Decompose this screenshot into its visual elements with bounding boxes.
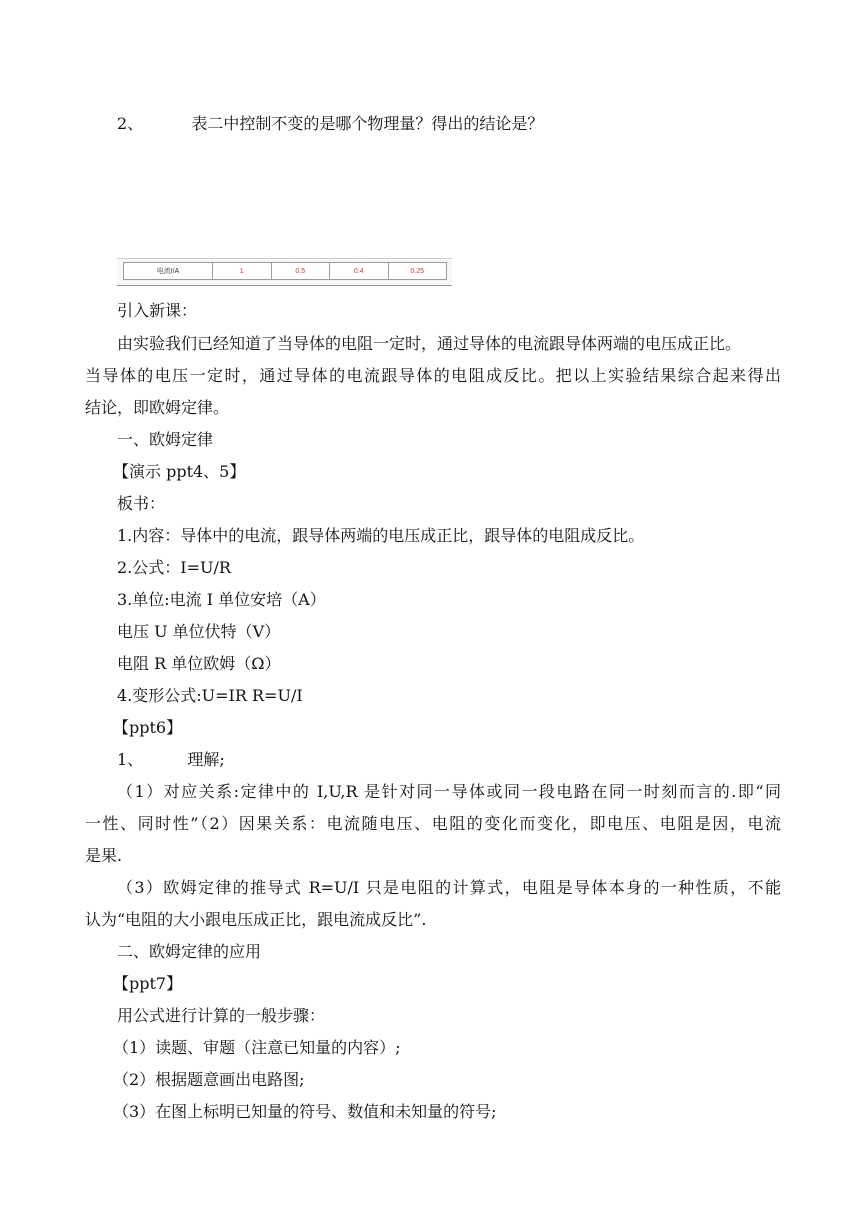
table-cell: 1 bbox=[213, 263, 272, 280]
demo-ppt4-5: 【演示 ppt4、5】 bbox=[113, 462, 246, 481]
table-header-cell: 电流I/A bbox=[124, 263, 213, 280]
intro-paragraph-line-1: 由实验我们已经知道了当导体的电阻一定时，通过导体的电流跟导体两端的电压成正比。 bbox=[117, 334, 742, 353]
paragraph-1-line-1: （1）对应关系:定律中的 I,U,R 是针对同一导体或同一段电路在同一时刻而言的.即“同 bbox=[117, 782, 781, 801]
paragraph-3-line-2: 认为“电阻的大小跟电压成正比，跟电流成反比”. bbox=[85, 910, 427, 929]
table-cell: 0.5 bbox=[271, 263, 330, 280]
board-label: 板书： bbox=[117, 494, 166, 513]
question-2-text: 表二中控制不变的是哪个物理量？得出的结论是？ bbox=[191, 114, 544, 133]
table-cell: 0.25 bbox=[388, 263, 447, 280]
table-snippet-image bbox=[117, 258, 452, 286]
intro-paragraph-line-3: 结论，即欧姆定律。 bbox=[85, 398, 230, 417]
demo-ppt6: 【ppt6】 bbox=[113, 718, 183, 737]
item-units-resistance: 电阻 R 单位欧姆（Ω） bbox=[117, 654, 281, 673]
step-1: （1）读题、审题（注意已知量的内容）; bbox=[113, 1038, 401, 1057]
item-units-voltage: 电压 U 单位伏特（V） bbox=[117, 622, 281, 641]
paragraph-3-line-1: （3）欧姆定律的推导式 R=U/I 只是电阻的计算式，电阻是导体本身的一种性质，不能 bbox=[117, 878, 781, 897]
current-table-row bbox=[123, 262, 447, 280]
item-units-current: 3.单位:电流 I 单位安培（A） bbox=[117, 590, 326, 609]
table-cell: 0.4 bbox=[330, 263, 389, 280]
intro-paragraph-line-2: 当导体的电压一定时，通过导体的电流跟导体的电阻成反比。把以上实验结果综合起来得出 bbox=[85, 366, 781, 385]
step-2: （2）根据题意画出电路图; bbox=[113, 1070, 305, 1089]
question-2-number: 2、 bbox=[117, 114, 144, 133]
understanding-text: 理解; bbox=[187, 750, 225, 769]
step-3: （3）在图上标明已知量的符号、数值和未知量的符号; bbox=[113, 1102, 497, 1121]
intro-label: 引入新课： bbox=[117, 301, 198, 320]
section-heading-ohms-law: 一、欧姆定律 bbox=[117, 430, 214, 449]
section-heading-application: 二、欧姆定律的应用 bbox=[117, 942, 262, 961]
demo-ppt7: 【ppt7】 bbox=[113, 974, 183, 993]
understanding-heading bbox=[117, 750, 787, 770]
paragraph-1-line-3: 是果. bbox=[85, 846, 123, 865]
steps-label: 用公式进行计算的一般步骤： bbox=[117, 1006, 326, 1025]
item-content: 1.内容：导体中的电流，跟导体两端的电压成正比，跟导体的电阻成反比。 bbox=[117, 526, 645, 545]
question-2 bbox=[117, 114, 787, 134]
item-formula: 2.公式：I=U/R bbox=[117, 558, 231, 577]
understanding-number: 1、 bbox=[117, 750, 144, 769]
item-derived-formula: 4.变形公式:U=IR R=U/I bbox=[117, 686, 303, 705]
paragraph-1-line-2: 一性、同时性”（2）因果关系：电流随电压、电阻的变化而变化，即电压、电阻是因，电流 bbox=[85, 814, 781, 833]
